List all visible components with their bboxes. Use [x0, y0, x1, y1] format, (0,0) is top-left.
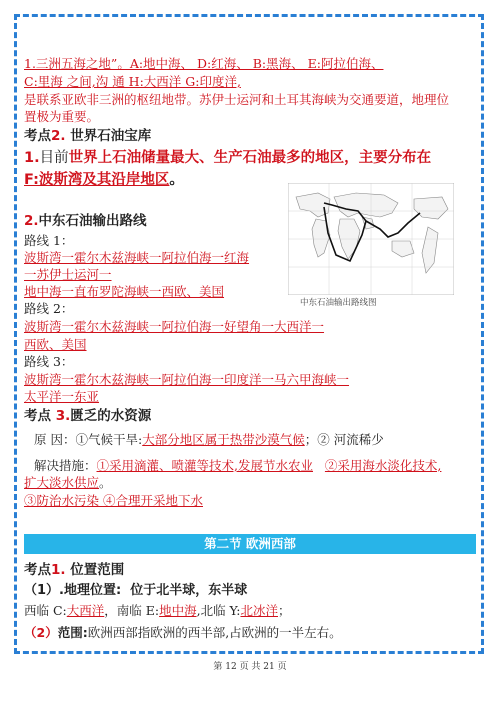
p1-b: 世界上石油储量最大、生产石油最多的地区，主要分布在 — [68, 150, 432, 166]
route-3-b: 太平洋一东亚 — [24, 389, 100, 404]
kp2-heading — [24, 127, 151, 146]
kp2-point-1 — [24, 148, 431, 169]
route-2-b: 西欧、美国 — [24, 337, 87, 352]
position-line — [24, 581, 247, 600]
top-line-2: C:里海 之间,沟 通 H:大西洋 G:印度洋, — [24, 74, 241, 89]
measure-3: ③防治水污染 ④合理开采地下水 — [24, 493, 203, 508]
page-footer: 第 12 页 共 21 页 — [213, 662, 287, 672]
range-value: 欧洲西部指欧洲的西半部,占欧洲的一半左右。 — [87, 625, 342, 640]
s2-kp-prefix: 考点 — [24, 562, 51, 578]
route-2-a: 波斯湾一霍尔木兹海峡一阿拉伯海一好望角一大西洋一 — [24, 319, 325, 334]
s2-kp1-heading — [24, 561, 124, 580]
kp3-heading — [24, 407, 151, 426]
top-line-4: 置极为重要。 — [24, 109, 100, 124]
range-line — [24, 624, 342, 641]
section-title-bar: 第二节 欧洲西部 — [24, 534, 476, 554]
kp2-title: 世界石油宝库 — [65, 128, 152, 144]
s2-kp-title: 位置范围 — [65, 562, 125, 578]
south-value: 地中海 — [159, 603, 197, 618]
top-line-1: 1.三洲五海之地”。A:地中海、 D:红海、 B:黑海、 E:阿拉伯海、 — [24, 56, 384, 71]
route-2-label: 路线 2： — [24, 301, 74, 316]
map-caption: 中东石油输出路线图 — [300, 298, 377, 308]
range-label: 范围: — [57, 625, 88, 640]
p2-num: 2. — [24, 213, 39, 229]
kp2-prefix: 考点 — [24, 128, 51, 144]
measures-line-2 — [24, 474, 112, 491]
route-1-a: 波斯湾一霍尔木兹海峡一阿拉伯海一红海 — [24, 250, 250, 265]
p1-d: 。 — [169, 172, 184, 188]
p1-c: F:波斯湾及其沿岸地区 — [24, 172, 170, 188]
north-value: 北冰洋 — [240, 603, 278, 618]
pos-label: .地理位置: — [59, 583, 122, 598]
cause-1: ①气候干旱: — [75, 432, 143, 447]
measures-line-1 — [34, 457, 441, 474]
kp2-num: 2. — [51, 128, 66, 144]
cause-label: 原 因： — [34, 432, 76, 447]
kp3-title: 匮乏的水资源 — [70, 408, 152, 424]
cause-line — [34, 431, 384, 448]
cause-2: ；② 河流稀少 — [304, 432, 384, 447]
north-end: ； — [277, 603, 291, 618]
pos-num: （1） — [24, 583, 60, 598]
south-label: ，南临 E: — [104, 603, 160, 618]
s2-kp-num: 1. — [51, 562, 66, 578]
kp2-point-1-cont — [24, 170, 184, 191]
measure-1: ①采用滴灌、喷灌等技术,发展节水农业 — [96, 458, 313, 473]
measures-label: 解决措施： — [34, 458, 97, 473]
measure-2b: 扩大淡水供应 — [24, 475, 100, 490]
top-line-3: 是联系亚欧非三洲的枢纽地带。苏伊士运河和土耳其海峡为交通要道，地理位 — [24, 92, 450, 107]
route-1-label: 路线 1： — [24, 233, 74, 248]
west-label: 西临 C: — [24, 603, 67, 618]
kp3-num: 3. — [55, 408, 71, 424]
route-3-label: 路线 3： — [24, 354, 74, 369]
route-1-b: 一苏伊士运河一 — [24, 267, 112, 282]
borders-line — [24, 602, 291, 619]
north-label: ,北临 Y: — [196, 603, 241, 618]
cause-1b: 大部分地区属于热带沙漠气候 — [142, 432, 305, 447]
range-num: （2） — [24, 625, 58, 640]
kp3-prefix: 考点 — [24, 408, 56, 424]
p1-a: 目前 — [39, 150, 69, 166]
route-1-c: 地中海一直布罗陀海峡一西欧、美国 — [24, 284, 225, 299]
p2-title: 中东石油输出路线 — [38, 213, 147, 229]
route-3-a: 波斯湾一霍尔木兹海峡一阿拉伯海一印度洋一马六甲海峡一 — [24, 372, 350, 387]
measure-2: ②采用海水淡化技术, — [324, 458, 442, 473]
oil-route-map — [288, 183, 454, 295]
measure-2c: 。 — [99, 475, 112, 490]
p1-num: 1. — [24, 150, 40, 166]
pos-value: 位于北半球，东半球 — [130, 583, 248, 598]
west-value: 大西洋 — [66, 603, 105, 618]
kp2-point-2-heading — [24, 212, 147, 231]
